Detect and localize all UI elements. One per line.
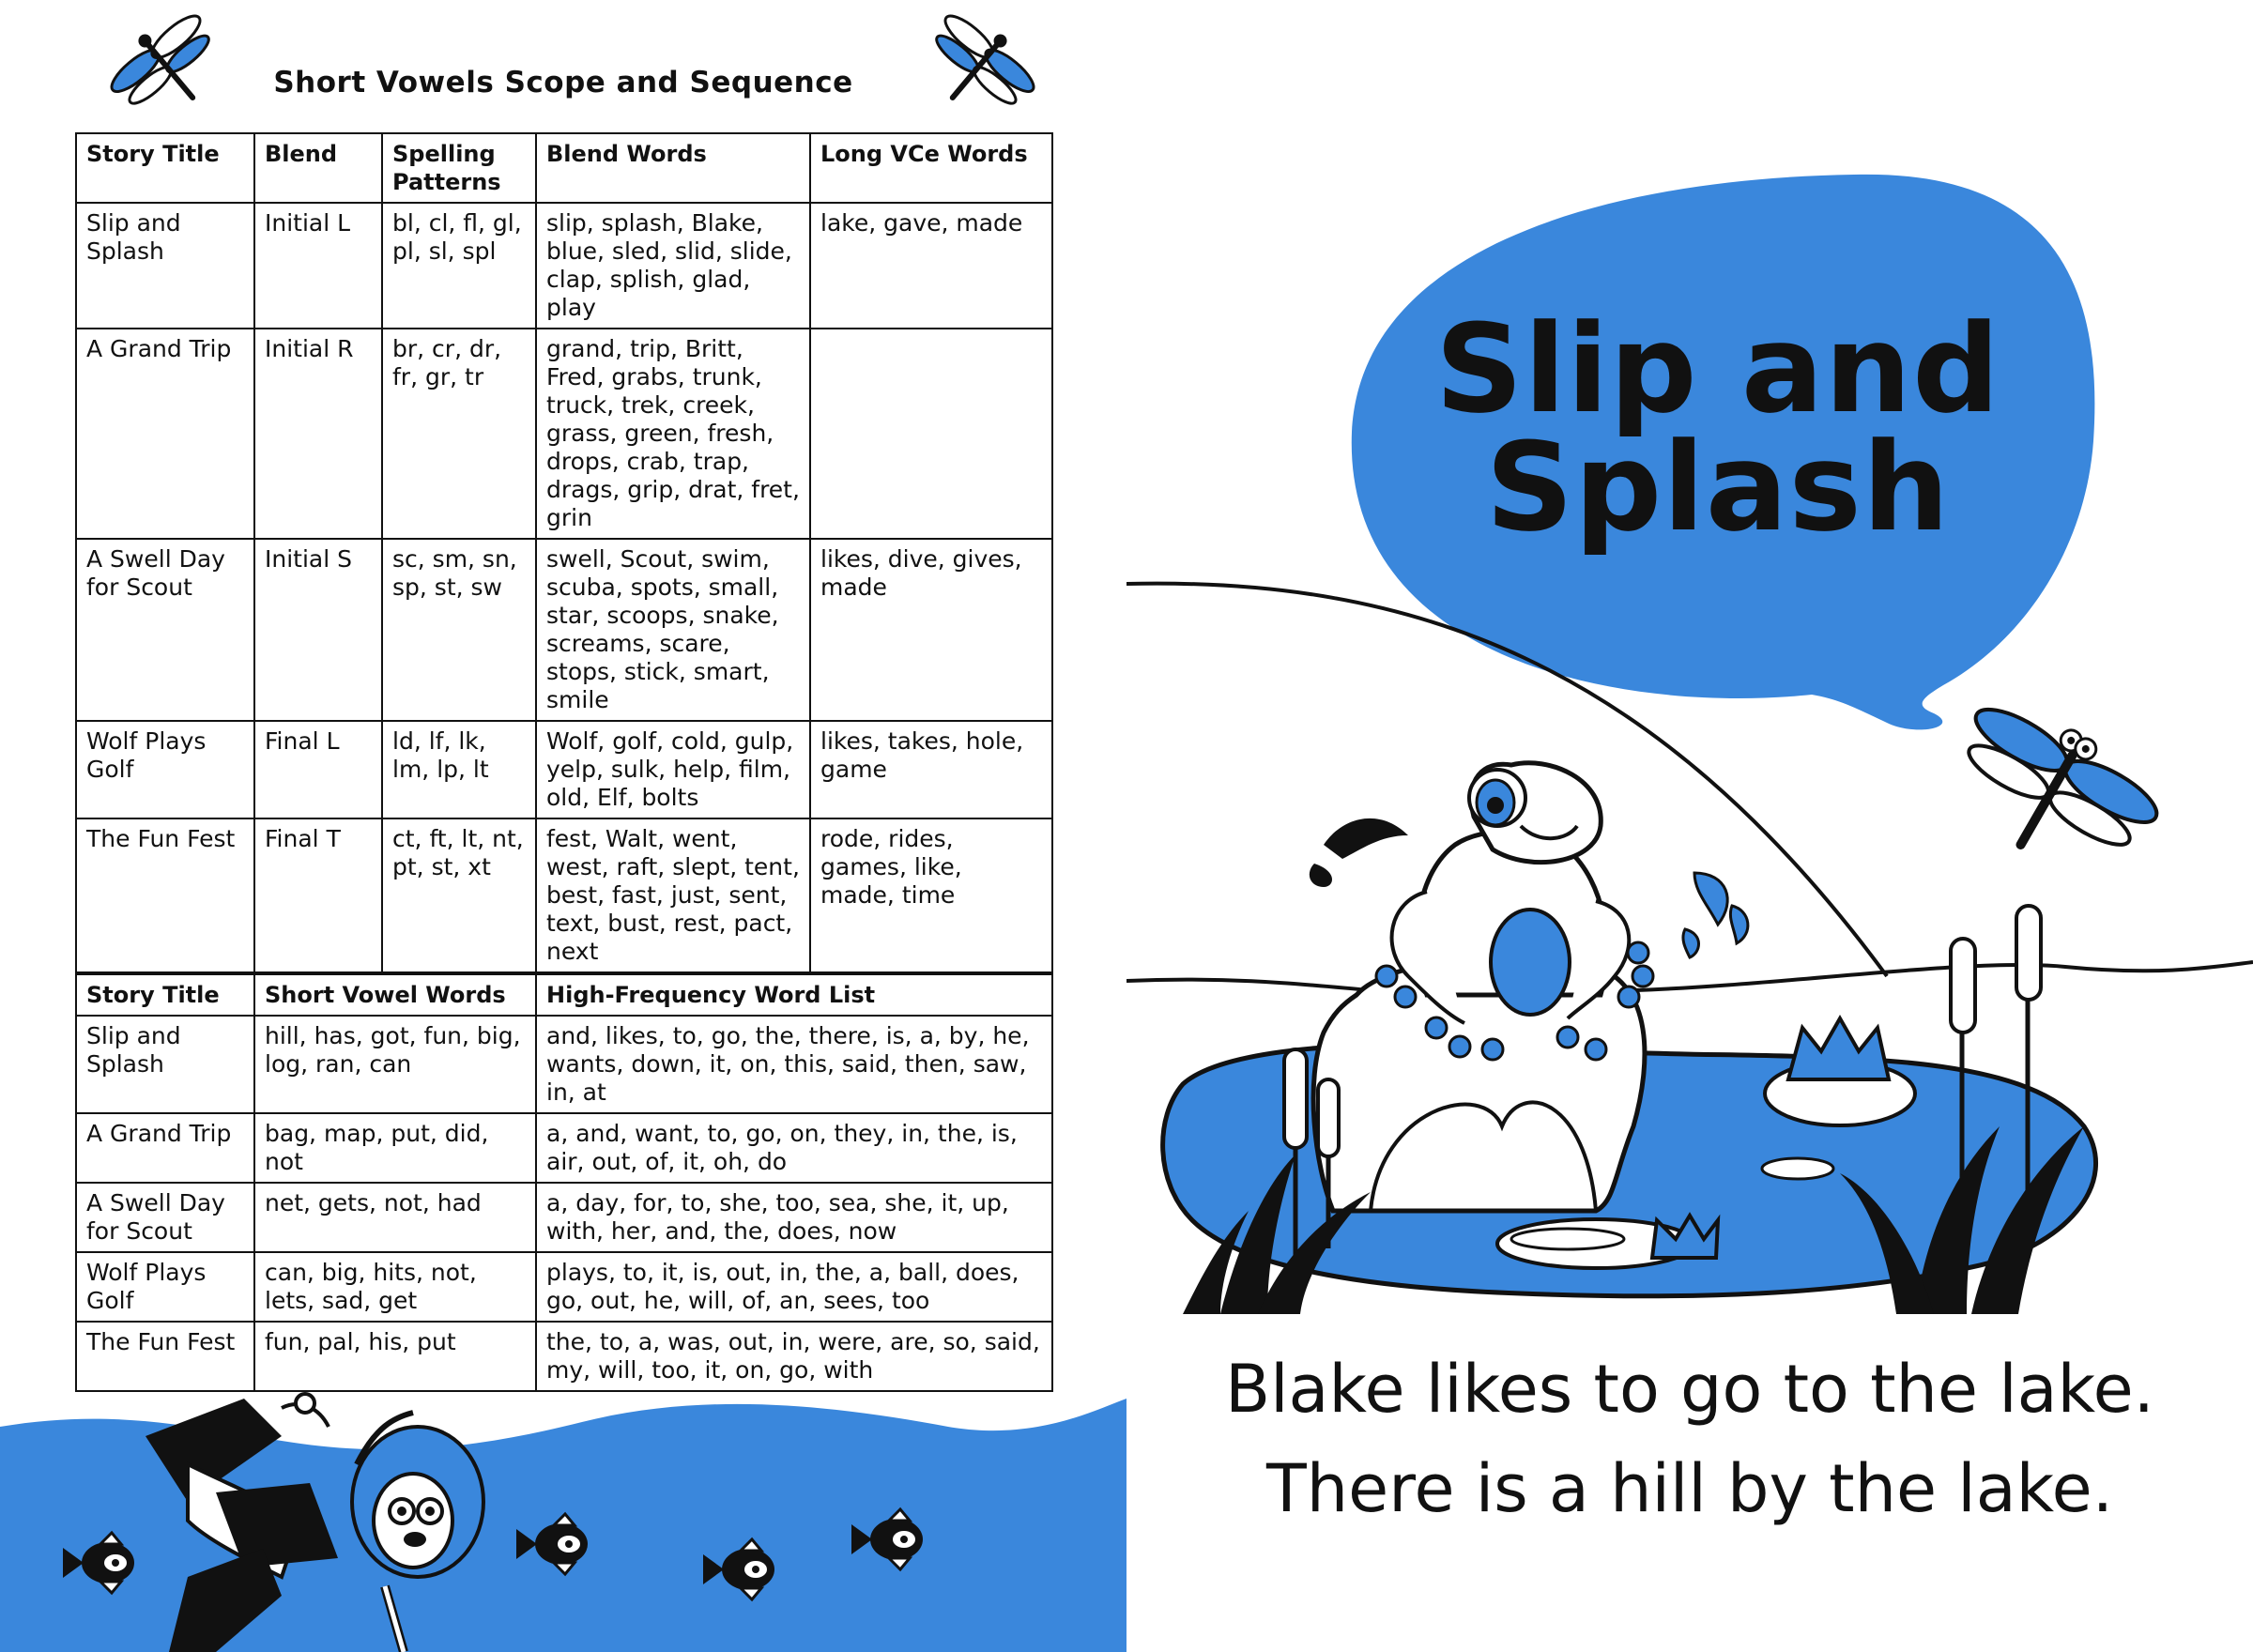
story-title-line: Slip and bbox=[1434, 298, 2001, 440]
right-page bbox=[1126, 0, 2253, 1652]
scope-sequence-table bbox=[75, 132, 1053, 973]
table-cell: Final L bbox=[254, 721, 382, 818]
table-cell: A Grand Trip bbox=[76, 329, 254, 539]
table-cell: slip, splash, Blake, blue, sled, slid, slide, clap, splish, glad, play bbox=[536, 203, 810, 329]
table-cell: Wolf, golf, cold, gulp, yelp, sulk, help, film, old, Elf, bolts bbox=[536, 721, 810, 818]
table-row bbox=[76, 329, 1052, 539]
story-title bbox=[1371, 298, 2065, 558]
table-cell: a, and, want, to, go, on, they, in, the, is, air, out, of, it, oh, do bbox=[536, 1113, 1052, 1183]
table-row bbox=[76, 1016, 1052, 1113]
table-cell: rode, rides, games, like, made, time bbox=[810, 818, 1052, 972]
table-cell: ct, ft, lt, nt, pt, st, xt bbox=[382, 818, 536, 972]
table-cell: Initial L bbox=[254, 203, 382, 329]
table-cell: swell, Scout, swim, scuba, spots, small, star, scoops, snake, screams, scare, stops, stick, smart, smile bbox=[536, 539, 810, 721]
table-cell: plays, to, it, is, out, in, the, a, ball, does, go, out, he, will, of, an, sees, too bbox=[536, 1252, 1052, 1322]
table-row bbox=[76, 1252, 1052, 1322]
table-cell: Initial R bbox=[254, 329, 382, 539]
table-cell: The Fun Fest bbox=[76, 818, 254, 972]
table-cell: fun, pal, his, put bbox=[254, 1322, 536, 1391]
table-cell: A Swell Day for Scout bbox=[76, 539, 254, 721]
table-row bbox=[76, 721, 1052, 818]
table-header-row bbox=[76, 974, 1052, 1016]
table-cell: net, gets, not, had bbox=[254, 1183, 536, 1252]
left-page bbox=[0, 0, 1126, 1652]
table-cell: hill, has, got, fun, big, log, ran, can bbox=[254, 1016, 536, 1113]
table-cell: can, big, hits, not, lets, sad, get bbox=[254, 1252, 536, 1322]
table-cell: sc, sm, sn, sp, st, sw bbox=[382, 539, 536, 721]
table-cell: Final T bbox=[254, 818, 382, 972]
story-text-line: Blake likes to go to the lake. bbox=[1225, 1351, 2154, 1428]
column-header: High-Frequency Word List bbox=[536, 974, 1052, 1016]
table-cell: fest, Walt, went, west, raft, slept, tent, best, fast, just, sent, text, bust, rest, pact, next bbox=[536, 818, 810, 972]
column-header: Story Title bbox=[76, 974, 254, 1016]
table-cell: grand, trip, Britt, Fred, grabs, trunk, truck, trek, creek, grass, green, fresh, drops, crab, trap, drags, grip, drat, fret, grin bbox=[536, 329, 810, 539]
story-text-line: There is a hill by the lake. bbox=[1266, 1450, 2113, 1527]
table-row bbox=[76, 1113, 1052, 1183]
table-row bbox=[76, 1183, 1052, 1252]
table-cell: bl, cl, fl, gl, pl, sl, spl bbox=[382, 203, 536, 329]
table-row bbox=[76, 818, 1052, 972]
table-row bbox=[76, 203, 1052, 329]
table-cell: the, to, a, was, out, in, were, are, so, said, my, will, too, it, on, go, with bbox=[536, 1322, 1052, 1391]
table-cell: The Fun Fest bbox=[76, 1322, 254, 1391]
table-cell: A Grand Trip bbox=[76, 1113, 254, 1183]
table-cell bbox=[810, 329, 1052, 539]
table-cell: bag, map, put, did, not bbox=[254, 1113, 536, 1183]
table-cell: br, cr, dr, fr, gr, tr bbox=[382, 329, 536, 539]
column-header: Spelling Patterns bbox=[382, 133, 536, 203]
table-cell: ld, lf, lk, lm, lp, lt bbox=[382, 721, 536, 818]
table-cell: Slip and Splash bbox=[76, 203, 254, 329]
page-title: Short Vowels Scope and Sequence bbox=[273, 66, 853, 99]
table-cell: likes, dive, gives, made bbox=[810, 539, 1052, 721]
table-cell: A Swell Day for Scout bbox=[76, 1183, 254, 1252]
column-header: Short Vowel Words bbox=[254, 974, 536, 1016]
table-cell: likes, takes, hole, game bbox=[810, 721, 1052, 818]
table-row bbox=[76, 539, 1052, 721]
table-cell: a, day, for, to, she, too, sea, she, it, up, with, her, and, the, does, now bbox=[536, 1183, 1052, 1252]
story-title-line: Splash bbox=[1485, 416, 1951, 558]
table-header-row bbox=[76, 133, 1052, 203]
dragonfly-icon bbox=[1929, 684, 2173, 900]
table-cell: Initial S bbox=[254, 539, 382, 721]
column-header: Blend bbox=[254, 133, 382, 203]
table-cell: Wolf Plays Golf bbox=[76, 721, 254, 818]
column-header: Long VCe Words bbox=[810, 133, 1052, 203]
column-header: Story Title bbox=[76, 133, 254, 203]
word-list-table bbox=[75, 973, 1053, 1392]
table-cell: and, likes, to, go, the, there, is, a, by, he, wants, down, it, on, this, said, then, saw, in, at bbox=[536, 1016, 1052, 1113]
table-row bbox=[76, 1322, 1052, 1391]
table-cell: Wolf Plays Golf bbox=[76, 1252, 254, 1322]
table-cell: lake, gave, made bbox=[810, 203, 1052, 329]
column-header: Blend Words bbox=[536, 133, 810, 203]
table-cell: Slip and Splash bbox=[76, 1016, 254, 1113]
